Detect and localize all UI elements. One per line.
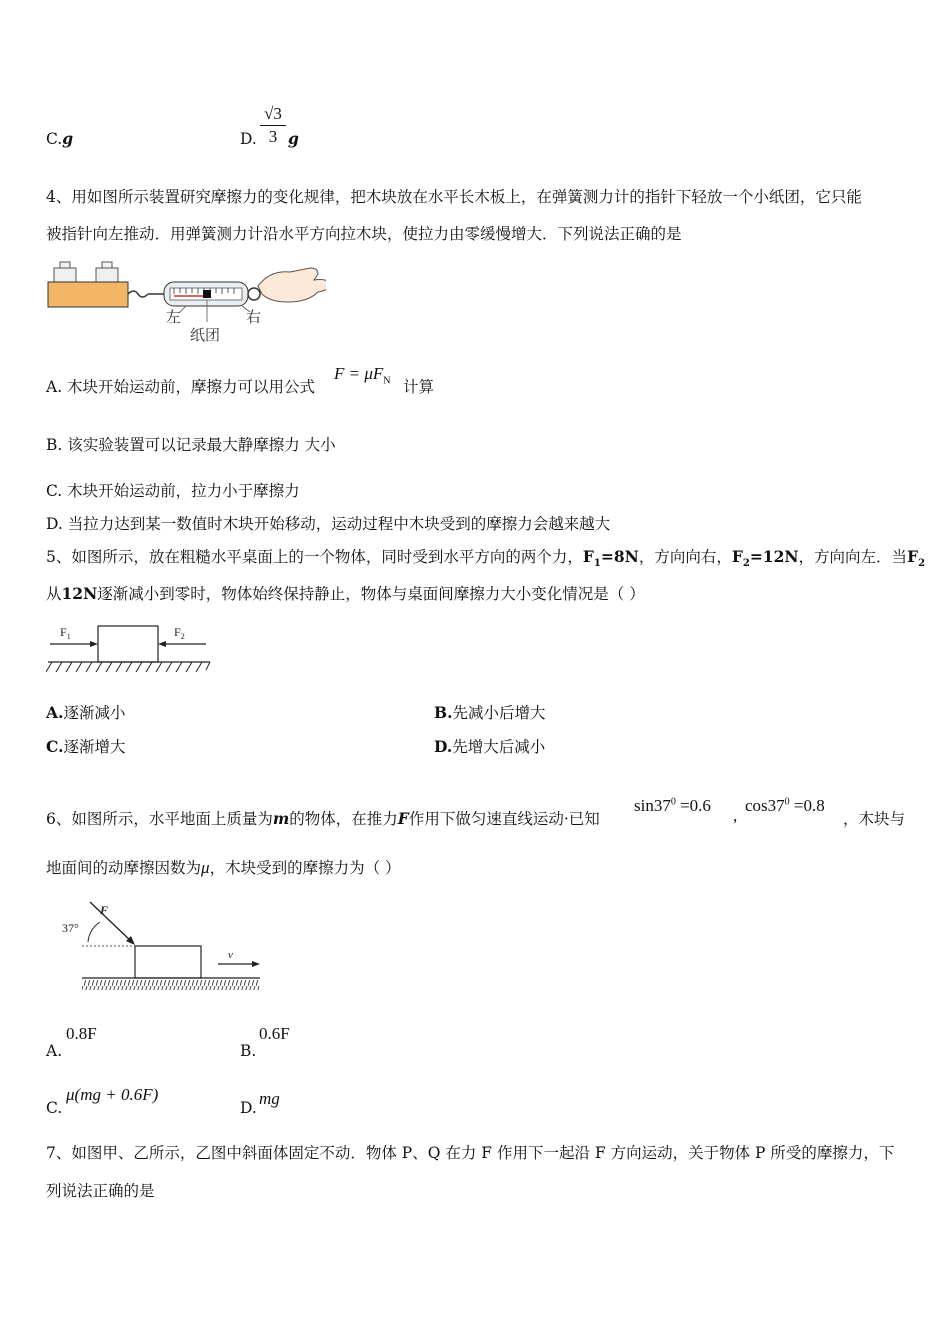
velocity-label: v bbox=[228, 949, 233, 961]
q5-f2-end-sub: 2 bbox=[918, 558, 926, 570]
q6-option-b-value: 0.6F bbox=[259, 1024, 290, 1043]
q6-f: F bbox=[397, 809, 409, 828]
q7-stem-line2: 列说法正确的是 bbox=[46, 1182, 155, 1200]
label-right: 右 bbox=[246, 310, 262, 326]
q5-option-c-text: 逐渐增大 bbox=[63, 738, 126, 756]
q5-option-b bbox=[434, 702, 546, 724]
q6-sin: sin37 bbox=[634, 796, 671, 815]
force-arrow bbox=[90, 902, 132, 942]
q5-f1-value: =8N bbox=[600, 547, 639, 566]
q5-line2-b: 12N bbox=[61, 584, 98, 603]
q7-stem-line1: 7、如图甲、乙所示，乙图中斜面体固定不动．物体 P、Q 在力 F 作用下一起沿 F 方向运动，关于物体 P 所受的摩擦力，下 bbox=[46, 1144, 895, 1162]
q5-line2-a: 从 bbox=[46, 585, 62, 603]
fig-f1-label: $F_1$ bbox=[60, 625, 71, 641]
q4-option-a-suffix: 计算 bbox=[403, 378, 435, 396]
q5-f1: F bbox=[582, 547, 594, 566]
q3-option-c-label: C. bbox=[46, 130, 63, 148]
q6-line1-b: 的物体，在推力 bbox=[289, 810, 398, 828]
q6-stem-line1-a bbox=[46, 808, 600, 830]
q6-line2-b: ，木块受到的摩擦力为（ ） bbox=[209, 859, 401, 877]
q5-option-b-label: B. bbox=[434, 703, 453, 722]
q6-push-figure bbox=[60, 896, 270, 998]
q4-option-a-text: A. 木块开始运动前，摩擦力可以用公式 bbox=[46, 378, 316, 396]
q5-option-c-label: C. bbox=[46, 737, 64, 756]
q3-option-c bbox=[46, 128, 73, 150]
q6-option-c-value: μ(mg + 0.6F) bbox=[66, 1085, 159, 1104]
paper-ball bbox=[203, 290, 211, 298]
q5-option-a-label: A. bbox=[46, 703, 64, 722]
q5-option-a bbox=[46, 702, 125, 724]
q3-option-d-label: D. bbox=[240, 130, 257, 148]
q6-option-d-label: D. bbox=[240, 1099, 257, 1117]
q3-option-d-fraction bbox=[258, 104, 288, 147]
fig-f2-label: $F_2$ bbox=[174, 625, 185, 641]
q5-option-a-text: 逐渐减小 bbox=[63, 704, 126, 722]
q5-line1-a: 5、如图所示，放在粗糙水平桌面上的一个物体，同时受到水平方向的两个力， bbox=[46, 548, 583, 566]
q4-option-a-formula bbox=[334, 364, 391, 386]
q4-spring-scale-figure bbox=[46, 256, 326, 346]
q5-f2-value: =12N bbox=[749, 547, 799, 566]
q6-cos: cos37 bbox=[745, 796, 785, 815]
hand-icon bbox=[258, 268, 326, 302]
block bbox=[98, 626, 158, 662]
pull-ring bbox=[248, 288, 260, 300]
q5-option-d-text: 先增大后减小 bbox=[452, 738, 546, 756]
q5-f2-sub: 2 bbox=[742, 558, 750, 570]
weight-knob-left bbox=[60, 262, 70, 268]
q6-option-a-value: 0.8F bbox=[66, 1024, 97, 1043]
q6-sin-sup: 0 bbox=[670, 796, 676, 808]
q6-sin-val: =0.6 bbox=[680, 796, 711, 815]
q5-mid1: ，方向向右， bbox=[638, 548, 732, 566]
q5-stem-line2 bbox=[46, 583, 645, 605]
ground-hatch bbox=[46, 662, 210, 672]
weight-left bbox=[54, 268, 76, 282]
q5-option-d bbox=[434, 736, 545, 758]
wood-block bbox=[48, 282, 128, 307]
weight-knob-right bbox=[102, 262, 112, 268]
block bbox=[135, 946, 201, 978]
q3-fraction-numerator: √3 bbox=[264, 104, 282, 123]
q3-option-d-value: g bbox=[288, 129, 299, 148]
weight-right bbox=[96, 268, 118, 282]
q3-fraction-bar bbox=[260, 125, 286, 126]
q6-sin-formula bbox=[634, 796, 711, 816]
q5-option-d-label: D. bbox=[434, 737, 453, 756]
label-left: 左 bbox=[166, 310, 182, 326]
q6-cos-sup: 0 bbox=[784, 796, 790, 808]
q4-option-a bbox=[46, 376, 315, 398]
q5-option-b-text: 先减小后增大 bbox=[452, 704, 546, 722]
q5-f1-sub: 1 bbox=[593, 558, 601, 570]
ground-hatch bbox=[82, 980, 260, 990]
q4-option-d: D. 当拉力达到某一数值时木块开始移动，运动过程中木块受到的摩擦力会越来越大 bbox=[46, 515, 611, 533]
q4-stem-line2: 被指针向左推动．用弹簧测力计沿水平方向拉木块，使拉力由零缓慢增大．下列说法正确的是 bbox=[46, 225, 682, 243]
angle-arc bbox=[88, 922, 100, 942]
q5-force-figure bbox=[46, 620, 216, 680]
q3-fraction-denominator: 3 bbox=[268, 127, 278, 146]
q5-option-c bbox=[46, 736, 125, 758]
q6-line1-a: 6、如图所示，水平地面上质量为 bbox=[46, 810, 273, 828]
q6-line2-a: 地面间的动摩擦因数为 bbox=[46, 859, 202, 877]
q6-cos-formula bbox=[745, 796, 825, 816]
q5-f2: F bbox=[731, 547, 743, 566]
formula-eq: = μF bbox=[348, 364, 384, 383]
q5-stem-line1 bbox=[46, 546, 925, 575]
q4-option-c: C. 木块开始运动前，拉力小于摩擦力 bbox=[46, 482, 300, 500]
q6-stem-line2 bbox=[46, 857, 401, 879]
q6-option-d-value: mg bbox=[259, 1089, 280, 1108]
q6-line1-d: ，木块与 bbox=[843, 810, 906, 828]
q6-line1-c: 作用下做匀速直线运动·已知 bbox=[408, 810, 600, 828]
q4-option-b: B. 该实验装置可以记录最大静摩擦力 大小 bbox=[46, 436, 336, 454]
hook-icon bbox=[128, 291, 148, 297]
q6-cos-val: =0.8 bbox=[793, 796, 825, 815]
q6-option-a-label: A. bbox=[46, 1042, 63, 1060]
formula-f: F bbox=[334, 364, 345, 383]
q5-f2-end: F bbox=[907, 547, 919, 566]
label-paper-ball: 纸团 bbox=[190, 328, 221, 344]
force-label: F bbox=[100, 903, 109, 917]
q6-option-b-label: B. bbox=[240, 1042, 257, 1060]
q6-m: m bbox=[272, 809, 290, 828]
q6-mu: μ bbox=[201, 858, 210, 877]
q6-option-c-label: C. bbox=[46, 1099, 63, 1117]
q4-stem-line1: 4、用如图所示装置研究摩擦力的变化规律，把木块放在水平长木板上，在弹簧测力计的指针下轻放一个小纸团，它只能 bbox=[46, 188, 862, 206]
q3-option-c-value: g bbox=[62, 129, 74, 148]
angle-label: 37° bbox=[62, 921, 79, 935]
q5-line2-c: 逐渐减小到零时，物体始终保持静止，物体与桌面间摩擦力大小变化情况是（ ） bbox=[97, 585, 645, 603]
formula-sub: N bbox=[383, 375, 391, 387]
q6-comma: , bbox=[733, 806, 738, 825]
q5-mid2: ，方向向左．当 bbox=[798, 548, 908, 566]
